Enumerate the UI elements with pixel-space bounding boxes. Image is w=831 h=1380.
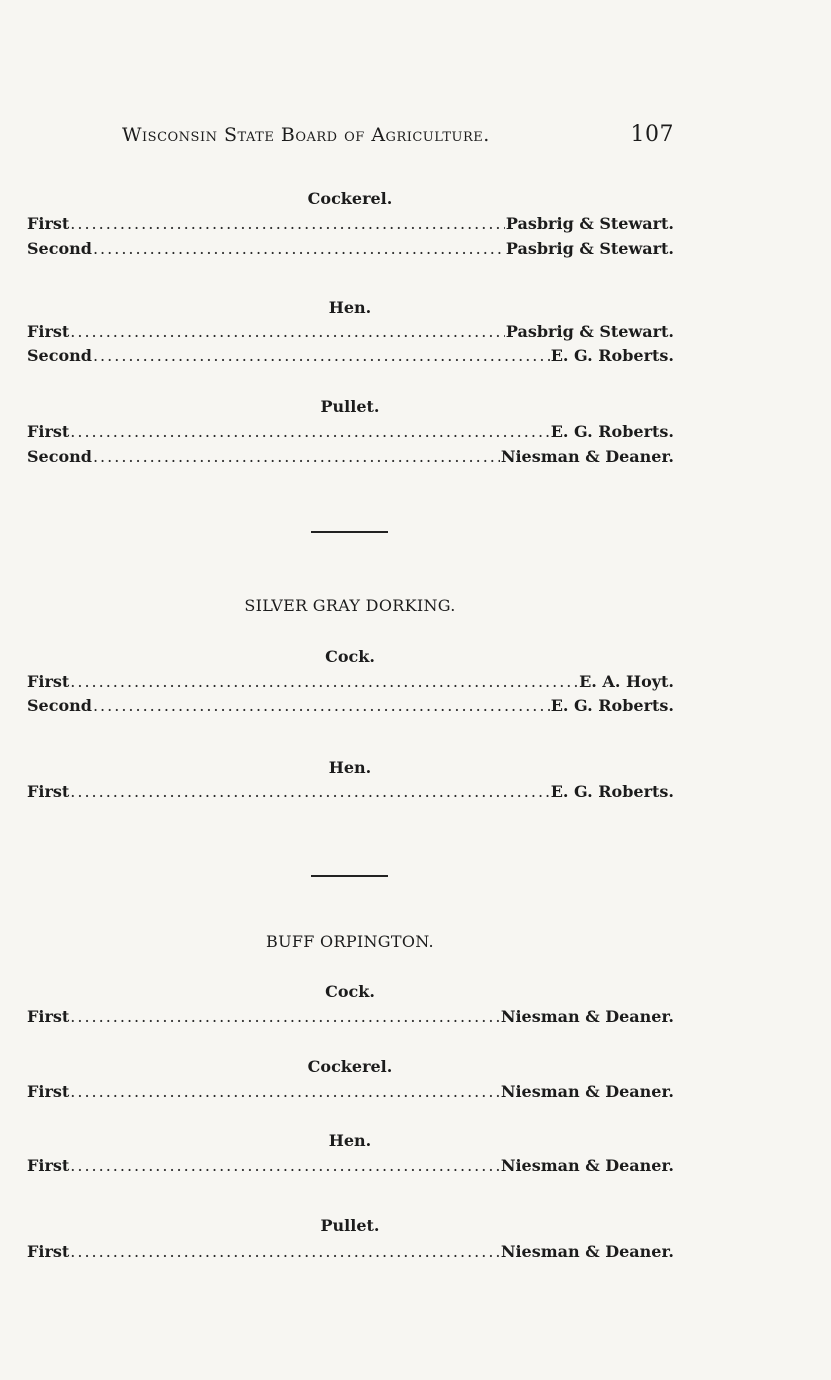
award-row [27, 447, 674, 469]
award-row [27, 239, 674, 261]
award-row [27, 1007, 674, 1029]
award-row [27, 214, 674, 236]
dot-leader [70, 782, 549, 801]
section-divider [311, 531, 388, 533]
award-place: Second [27, 696, 92, 715]
award-winner: Niesman & Deaner. [500, 1156, 674, 1175]
award-place: Second [27, 447, 92, 466]
award-place: Second [27, 239, 92, 258]
breed-heading: SILVER GRAY DORKING. [244, 596, 456, 615]
subheading-pullet: Pullet. [320, 397, 380, 416]
award-place: First [27, 214, 70, 233]
award-winner: Niesman & Deaner. [500, 1082, 674, 1101]
dot-leader [93, 447, 500, 466]
award-row [27, 1242, 674, 1264]
subheading-cock: Cock. [325, 647, 375, 666]
subheading-hen: Hen. [328, 298, 372, 317]
award-place: Second [27, 346, 92, 365]
award-winner: Pasbrig & Stewart. [505, 239, 674, 258]
award-winner: Pasbrig & Stewart. [505, 214, 674, 233]
award-row [27, 696, 674, 718]
dot-leader [70, 1242, 500, 1261]
award-place: First [27, 322, 70, 341]
award-winner: E. G. Roberts. [550, 782, 674, 801]
breed-heading: BUFF ORPINGTON. [266, 932, 434, 951]
award-winner: E. G. Roberts. [550, 422, 674, 441]
dot-leader [70, 1156, 500, 1175]
dot-leader [70, 1007, 500, 1026]
award-place: First [27, 1007, 70, 1026]
award-winner: E. A. Hoyt. [579, 672, 674, 691]
page-number: 107 [630, 122, 674, 147]
award-row [27, 782, 674, 804]
running-header [122, 124, 674, 146]
award-winner: E. G. Roberts. [550, 346, 674, 365]
award-row [27, 322, 674, 344]
subheading-hen: Hen. [328, 758, 372, 777]
award-winner: Niesman & Deaner. [500, 447, 674, 466]
award-row [27, 422, 674, 444]
dot-leader [93, 346, 550, 365]
award-winner: Niesman & Deaner. [500, 1007, 674, 1026]
dot-leader [70, 214, 505, 233]
award-place: First [27, 1082, 70, 1101]
subheading-cockerel: Cockerel. [307, 1057, 393, 1076]
award-place: First [27, 1156, 70, 1175]
award-row [27, 346, 674, 368]
award-place: First [27, 672, 70, 691]
dot-leader [70, 1082, 500, 1101]
award-place: First [27, 1242, 70, 1261]
subheading-cockerel: Cockerel. [307, 189, 393, 208]
subheading-cock: Cock. [325, 982, 375, 1001]
award-place: First [27, 422, 70, 441]
subheading-pullet: Pullet. [320, 1216, 380, 1235]
running-title: Wisconsin State Board of Agriculture. [122, 124, 490, 146]
dot-leader [70, 322, 505, 341]
award-place: First [27, 782, 70, 801]
section-divider [311, 875, 388, 877]
award-winner: Pasbrig & Stewart. [505, 322, 674, 341]
dot-leader [93, 696, 550, 715]
award-row [27, 672, 674, 694]
dot-leader [93, 239, 505, 258]
award-row [27, 1082, 674, 1104]
dot-leader [70, 672, 578, 691]
award-winner: Niesman & Deaner. [500, 1242, 674, 1261]
subheading-hen: Hen. [328, 1131, 372, 1150]
award-row [27, 1156, 674, 1178]
award-winner: E. G. Roberts. [550, 696, 674, 715]
dot-leader [70, 422, 549, 441]
